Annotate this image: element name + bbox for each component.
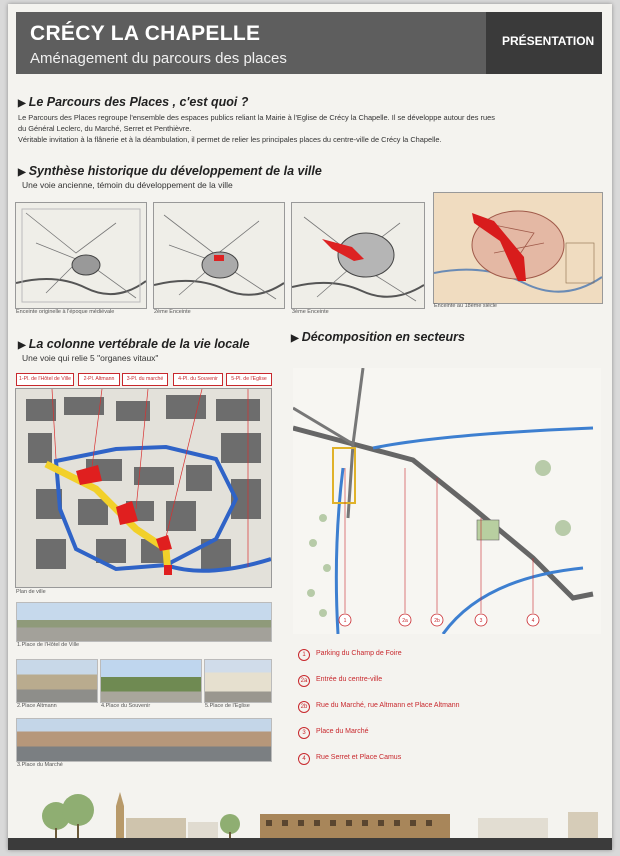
intro-line: Le Parcours des Places regroupe l'ensemble des espaces publics reliant la Mairie à l'Eglise de Crécy la Chapelle. Il se développe autour des rues — [18, 113, 495, 122]
place-label: 3-Pl. du marché — [122, 373, 168, 386]
photo-caption: 4.Place du Souvenir — [101, 703, 151, 709]
section-heading-secteurs: ▶ Décomposition en secteurs — [291, 330, 465, 344]
section-heading-historique: ▶ Synthèse historique du développement de la ville — [18, 164, 322, 178]
map-caption: 2ème Enceinte — [154, 309, 191, 315]
sector-marker: 1 — [343, 618, 347, 624]
skyline-illustration — [8, 782, 612, 850]
photo-caption: 3.Place du Marché — [17, 762, 63, 768]
poster-board — [8, 4, 612, 850]
photo-place-marche — [16, 718, 272, 762]
historic-map-third-wall — [291, 202, 425, 309]
intro-paragraph — [18, 112, 578, 145]
photo-place-altmann — [16, 659, 98, 703]
intro-line: Véritable invitation à la flânerie et à la déambulation, il permet de relier les principales places du centre-ville de Crécy la Chapelle. — [18, 135, 442, 144]
page-title: CRÉCY LA CHAPELLE — [30, 22, 261, 45]
photo-caption: 2.Place Altmann — [17, 703, 57, 709]
sector-plan — [293, 368, 601, 634]
sector-marker: 3 — [479, 618, 483, 624]
sector-marker: 2a — [402, 618, 408, 624]
photo-caption: 5.Place de l'Eglise — [205, 703, 250, 709]
intro-line: du Général Leclerc, du Marché, Serret et Penthièvre. — [18, 124, 192, 133]
historic-map-18th-century — [433, 192, 603, 304]
photo-place-eglise — [204, 659, 272, 703]
place-label: 4-Pl. du Souvenir — [173, 373, 223, 386]
title-banner — [16, 12, 490, 74]
city-plan-caption: Plan de ville — [16, 589, 46, 595]
map-caption: Enceinte originelle à l'époque médiévale — [16, 309, 115, 315]
historic-map-second-wall — [153, 202, 285, 309]
map-caption: Enceinte au 18ème siècle — [434, 303, 497, 309]
legend-item: 3 Place du Marché — [298, 727, 598, 741]
place-label: 2-Pl. Altmann — [78, 373, 120, 386]
legend-item: 2b Rue du Marché, rue Altmann et Place Altmann — [298, 701, 598, 715]
place-label: 5-Pl. de l'Eglise — [226, 373, 272, 386]
photo-hotel-de-ville — [16, 602, 272, 642]
sector-marker: 2b — [434, 618, 440, 624]
arrow-right-icon: ▶ — [18, 167, 26, 178]
section-subtitle-historique: Une voie ancienne, témoin du développement de la ville — [22, 180, 233, 190]
arrow-right-icon: ▶ — [18, 340, 26, 351]
page-subtitle: Aménagement du parcours des places — [30, 50, 287, 67]
section-heading-parcours: ▶ Le Parcours des Places , c'est quoi ? — [18, 95, 249, 109]
city-plan — [15, 388, 272, 588]
legend-item: 1 Parking du Champ de Foire — [298, 649, 598, 663]
place-label: 1-Pl. de l'Hôtel de Ville — [16, 373, 74, 386]
section-tag — [486, 12, 602, 74]
arrow-right-icon: ▶ — [291, 333, 299, 344]
section-subtitle-colonne: Une voie qui relie 5 "organes vitaux" — [22, 353, 159, 363]
photo-caption: 1.Place de l'Hôtel de Ville — [17, 642, 80, 648]
photo-place-souvenir — [100, 659, 202, 703]
section-heading-colonne: ▶ La colonne vertébrale de la vie locale — [18, 337, 250, 351]
legend-item: 4 Rue Serret et Place Camus — [298, 753, 598, 767]
legend-item: 2a Entrée du centre-ville — [298, 675, 598, 689]
sector-marker: 4 — [531, 618, 535, 624]
historic-map-medieval — [15, 202, 147, 309]
map-caption: 3ème Enceinte — [292, 309, 329, 315]
section-tag-label: PRÉSENTATION — [502, 34, 595, 48]
arrow-right-icon: ▶ — [18, 98, 26, 109]
